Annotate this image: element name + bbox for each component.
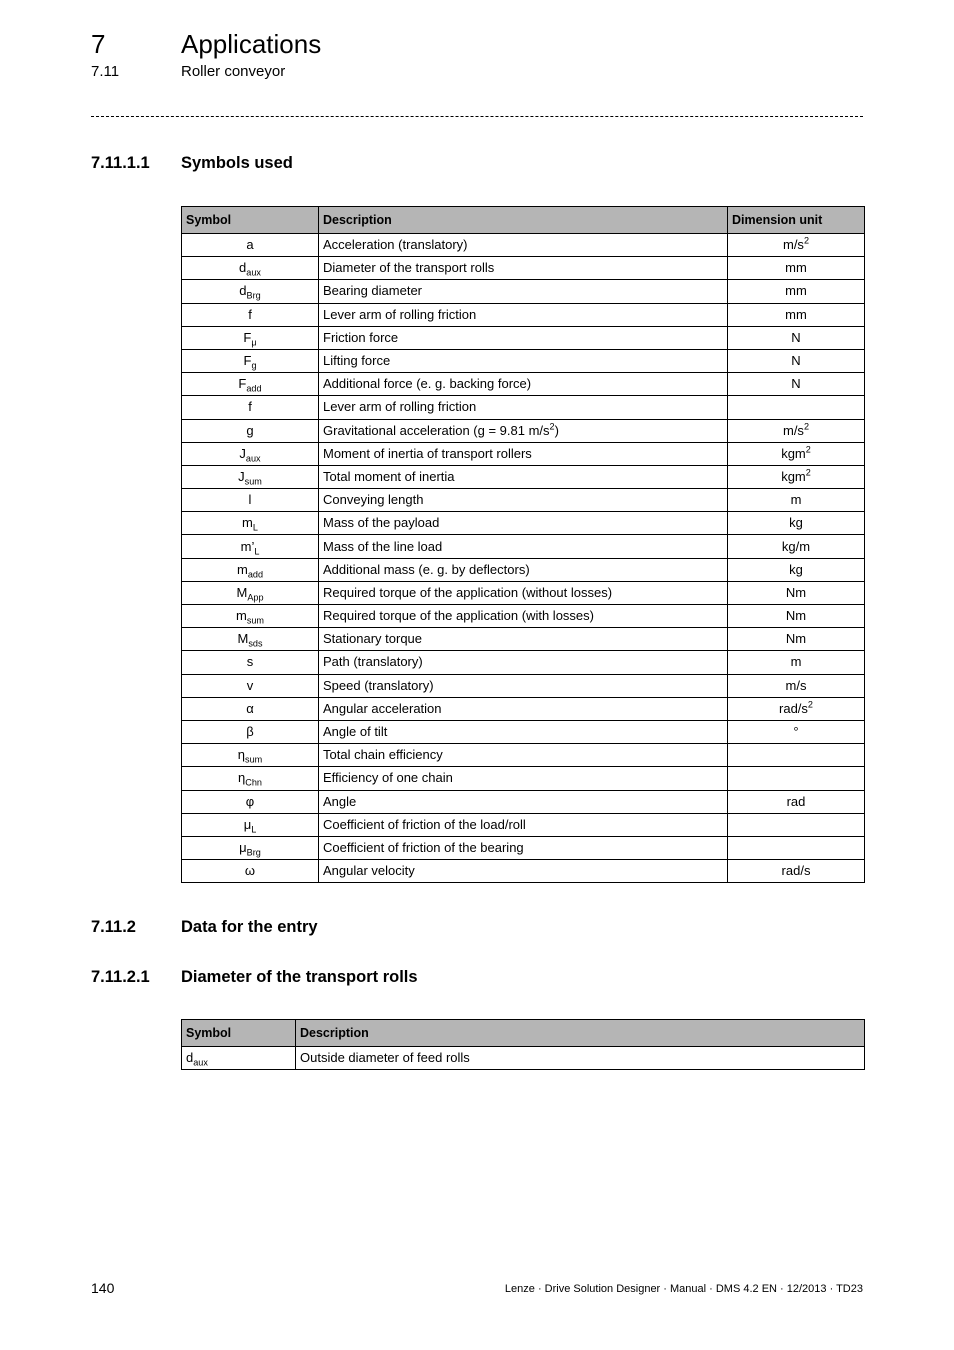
unit-cell: [728, 697, 865, 720]
section-title: Roller conveyor: [181, 63, 286, 80]
description-text: Coefficient of friction of the bearing: [323, 839, 524, 855]
symbol-text: μ: [239, 839, 247, 855]
symbol-text: F: [243, 353, 252, 369]
description-text: Acceleration (translatory): [323, 237, 468, 253]
unit-text: m/s: [782, 237, 804, 253]
symbol-cell: [182, 489, 319, 512]
symbol-text: F: [243, 329, 252, 345]
description-text: Additional mass (e. g. by deflectors): [323, 561, 530, 577]
symbol-text: α: [246, 700, 254, 716]
symbol-subscript: g: [251, 360, 257, 371]
symbol-cell: [182, 349, 319, 372]
table-row: [182, 605, 865, 628]
symbol-cell: [182, 558, 319, 581]
table-row: [182, 234, 865, 257]
table-row: [182, 767, 865, 790]
description-text: Mass of the line load: [323, 538, 443, 554]
description-cell: [319, 326, 728, 349]
description-text: Stationary torque: [323, 631, 423, 647]
table-row: [182, 558, 865, 581]
unit-cell: [728, 651, 865, 674]
column-header-unit: Dimension unit: [728, 207, 865, 234]
column-header-description: Description: [296, 1020, 865, 1047]
page-number: 140: [91, 1280, 115, 1296]
description-cell: [319, 813, 728, 836]
description-text: Total chain efficiency: [323, 747, 443, 763]
symbol-cell: [182, 326, 319, 349]
chapter-title: Applications: [181, 29, 322, 59]
description-cell: [319, 442, 728, 465]
unit-superscript: 2: [805, 467, 811, 478]
description-cell: [319, 744, 728, 767]
unit-superscript: 2: [803, 421, 809, 432]
symbol-cell: [182, 674, 319, 697]
table-row: [182, 419, 865, 442]
description-text: Angle: [323, 793, 357, 809]
symbol-text: β: [246, 724, 254, 740]
unit-text: mm: [785, 283, 807, 299]
table-row: [182, 790, 865, 813]
symbol-subscript: sum: [244, 476, 262, 487]
description-text: Angle of tilt: [323, 724, 388, 740]
unit-text: mm: [785, 306, 807, 322]
description-superscript: 2: [549, 421, 555, 432]
symbol-text: m: [242, 515, 253, 531]
symbol-cell: [182, 1047, 296, 1070]
description-cell: [319, 720, 728, 743]
heading-number: 7.11.2: [91, 918, 136, 936]
symbol-subscript: L: [254, 546, 260, 557]
symbol-subscript: sds: [248, 638, 263, 649]
description-cell: [319, 396, 728, 419]
description-text: Additional force (e. g. backing force): [323, 376, 532, 392]
symbol-text: m’: [240, 538, 255, 554]
table-row: [182, 280, 865, 303]
table-row: [182, 628, 865, 651]
unit-text: N: [791, 376, 801, 392]
symbol-subscript: add: [246, 383, 262, 394]
description-cell: [319, 674, 728, 697]
table-row: [182, 396, 865, 419]
table-row: [182, 836, 865, 859]
symbol-text: d: [186, 1050, 194, 1065]
unit-text: m: [790, 492, 802, 508]
symbol-text: g: [246, 422, 254, 438]
description-cell: [319, 767, 728, 790]
symbol-cell: [182, 280, 319, 303]
description-text: Conveying length: [323, 492, 424, 508]
table-row: [182, 373, 865, 396]
table-row: [182, 697, 865, 720]
description-text: Coefficient of friction of the load/roll: [323, 816, 526, 832]
table-row: [182, 535, 865, 558]
unit-text: mm: [785, 260, 807, 276]
description-cell: [319, 257, 728, 280]
symbol-cell: [182, 419, 319, 442]
symbol-cell: [182, 234, 319, 257]
symbol-cell: [182, 860, 319, 883]
table-row: [182, 442, 865, 465]
unit-cell: [728, 512, 865, 535]
symbol-cell: [182, 744, 319, 767]
unit-cell: [728, 744, 865, 767]
entry-table: [181, 1019, 865, 1070]
unit-cell: [728, 860, 865, 883]
symbol-text: f: [248, 399, 252, 415]
description-cell: [319, 836, 728, 859]
description-text: Total moment of inertia: [323, 468, 455, 484]
unit-text: m/s: [782, 422, 804, 438]
table-row: [182, 581, 865, 604]
table-row: [182, 489, 865, 512]
description-text: Moment of inertia of transport rollers: [323, 445, 532, 461]
unit-cell: [728, 419, 865, 442]
description-text: Path (translatory): [323, 654, 423, 670]
symbol-subscript: Brg: [246, 291, 261, 302]
description-text: Angular velocity: [323, 863, 415, 879]
symbol-text: v: [246, 677, 254, 693]
unit-cell: [728, 373, 865, 396]
unit-text: m: [790, 654, 802, 670]
table-header-row: [182, 207, 865, 234]
table-row: [182, 674, 865, 697]
unit-text: kgm: [781, 445, 806, 461]
symbol-subscript: L: [252, 522, 258, 533]
unit-cell: [728, 535, 865, 558]
table-row: [182, 813, 865, 836]
description-text: Required torque of the application (with losses): [323, 608, 594, 624]
unit-cell: [728, 349, 865, 372]
table-row: [182, 326, 865, 349]
unit-cell: [728, 674, 865, 697]
unit-cell: [728, 257, 865, 280]
description-text: Speed (translatory): [323, 677, 434, 693]
unit-text: rad/s: [781, 863, 811, 879]
symbol-text: m: [235, 608, 247, 624]
description-cell: [319, 373, 728, 396]
unit-cell: [728, 558, 865, 581]
symbol-text: d: [239, 283, 247, 299]
heading-title: Diameter of the transport rolls: [181, 968, 418, 986]
unit-cell: [728, 442, 865, 465]
symbol-cell: [182, 813, 319, 836]
symbol-cell: [182, 790, 319, 813]
symbol-subscript: sum: [245, 754, 263, 765]
unit-text: m/s: [785, 677, 807, 693]
unit-text: kg: [789, 515, 803, 531]
symbol-text: μ: [243, 816, 252, 832]
description-cell: [319, 465, 728, 488]
table-header-row: [182, 1020, 865, 1047]
unit-text: kg: [789, 561, 803, 577]
symbol-cell: [182, 720, 319, 743]
symbol-text: η: [237, 747, 246, 763]
symbol-text: f: [248, 306, 252, 322]
description-text: Lifting force: [323, 353, 391, 369]
table-row: [182, 303, 865, 326]
symbol-cell: [182, 581, 319, 604]
unit-cell: [728, 234, 865, 257]
table-row: [182, 744, 865, 767]
symbol-cell: [182, 512, 319, 535]
symbol-text: M: [237, 631, 249, 647]
unit-cell: [728, 790, 865, 813]
symbol-text: J: [239, 445, 246, 461]
description-cell: [319, 651, 728, 674]
description-cell: [319, 535, 728, 558]
symbol-text: η: [238, 770, 246, 786]
unit-superscript: 2: [807, 699, 813, 710]
unit-text: Nm: [785, 608, 807, 624]
section-number: 7.11: [91, 63, 120, 80]
unit-cell: [728, 303, 865, 326]
table-row: [182, 512, 865, 535]
unit-cell: [728, 605, 865, 628]
description-cell: [319, 697, 728, 720]
table-row: [182, 860, 865, 883]
symbol-subscript: aux: [245, 453, 261, 464]
unit-cell: [728, 628, 865, 651]
unit-text: rad/s: [779, 700, 808, 716]
unit-text: Nm: [785, 631, 807, 647]
symbol-text: φ: [245, 793, 255, 809]
unit-text: N: [791, 353, 801, 369]
unit-text: Nm: [785, 584, 807, 600]
description-cell: [319, 419, 728, 442]
symbol-text: M: [236, 584, 248, 600]
description-cell: [319, 303, 728, 326]
description-text: Lever arm of rolling friction: [323, 399, 477, 415]
symbol-cell: [182, 697, 319, 720]
table-row: [182, 349, 865, 372]
unit-cell: [728, 396, 865, 419]
description-cell: [319, 860, 728, 883]
description-cell: [319, 280, 728, 303]
footer-text: Lenze · Drive Solution Designer · Manual · DMS 4.2 EN · 12/2013 · TD23: [504, 1283, 863, 1295]
table-row: [182, 1047, 865, 1070]
unit-cell: [728, 465, 865, 488]
column-header-description: Description: [319, 207, 728, 234]
symbol-subscript: Chn: [245, 778, 262, 788]
description-text: Friction force: [323, 329, 399, 345]
description-text: Lever arm of rolling friction: [323, 306, 477, 322]
header-divider: [91, 116, 863, 117]
table-row: [182, 720, 865, 743]
symbol-text: ω: [244, 863, 256, 879]
symbol-cell: [182, 767, 319, 790]
description-cell: [319, 234, 728, 257]
heading-number: 7.11.2.1: [91, 968, 150, 986]
symbol-cell: [182, 257, 319, 280]
unit-cell: [728, 581, 865, 604]
description-cell: [319, 790, 728, 813]
unit-cell: [728, 720, 865, 743]
symbol-cell: [182, 442, 319, 465]
unit-cell: [728, 836, 865, 859]
symbol-text: l: [248, 492, 252, 508]
description-cell: [319, 558, 728, 581]
symbol-text: J: [238, 468, 245, 484]
symbol-subscript: Brg: [246, 847, 261, 858]
unit-text: rad: [786, 793, 806, 809]
symbol-cell: [182, 651, 319, 674]
unit-text: N: [791, 329, 801, 345]
description-text: Angular acceleration: [323, 700, 442, 716]
description-text: Gravitational acceleration (g = 9.81 m/s: [323, 422, 550, 438]
symbol-subscript: sum: [246, 615, 265, 626]
description-cell: [296, 1047, 865, 1070]
description-text: Efficiency of one chain: [323, 770, 453, 786]
symbol-subscript: aux: [193, 1057, 208, 1068]
symbols-table: [181, 206, 865, 883]
description-cell: [319, 489, 728, 512]
unit-text: kg/m: [781, 538, 811, 554]
description-tail: ): [554, 422, 559, 438]
symbol-cell: [182, 535, 319, 558]
symbol-subscript: L: [251, 824, 257, 835]
unit-superscript: 2: [805, 444, 811, 455]
symbol-cell: [182, 605, 319, 628]
description-text: Required torque of the application (without losses): [323, 584, 613, 600]
heading-number: 7.11.1.1: [91, 154, 150, 172]
unit-cell: [728, 489, 865, 512]
unit-cell: [728, 767, 865, 790]
description-cell: [319, 349, 728, 372]
symbol-cell: [182, 373, 319, 396]
heading-title: Data for the entry: [181, 918, 318, 936]
column-header-symbol: Symbol: [182, 207, 319, 234]
description-text: Bearing diameter: [323, 283, 422, 299]
symbol-subscript: μ: [251, 337, 257, 348]
column-header-symbol: Symbol: [182, 1020, 296, 1047]
unit-cell: [728, 280, 865, 303]
symbol-text: F: [238, 376, 247, 392]
description-cell: [319, 628, 728, 651]
table-row: [182, 465, 865, 488]
unit-text: kgm: [781, 468, 806, 484]
symbol-cell: [182, 465, 319, 488]
symbol-cell: [182, 396, 319, 419]
symbol-subscript: App: [247, 592, 264, 603]
description-text: Outside diameter of feed rolls: [300, 1050, 470, 1065]
symbol-text: m: [236, 561, 248, 577]
description-text: Mass of the payload: [323, 515, 440, 531]
table-row: [182, 257, 865, 280]
unit-cell: [728, 813, 865, 836]
heading-title: Symbols used: [181, 154, 293, 172]
symbol-cell: [182, 628, 319, 651]
symbol-text: a: [246, 237, 254, 253]
description-cell: [319, 605, 728, 628]
symbol-cell: [182, 836, 319, 859]
description-cell: [319, 512, 728, 535]
symbol-cell: [182, 303, 319, 326]
symbol-subscript: aux: [246, 267, 261, 278]
description-cell: [319, 581, 728, 604]
symbol-text: s: [246, 654, 254, 670]
symbol-text: d: [239, 260, 247, 276]
description-text: Diameter of the transport rolls: [323, 260, 495, 276]
unit-cell: [728, 326, 865, 349]
unit-text: °: [793, 724, 799, 740]
chapter-number: 7: [91, 29, 106, 59]
symbol-subscript: add: [247, 569, 264, 580]
table-row: [182, 651, 865, 674]
unit-superscript: 2: [803, 235, 809, 246]
